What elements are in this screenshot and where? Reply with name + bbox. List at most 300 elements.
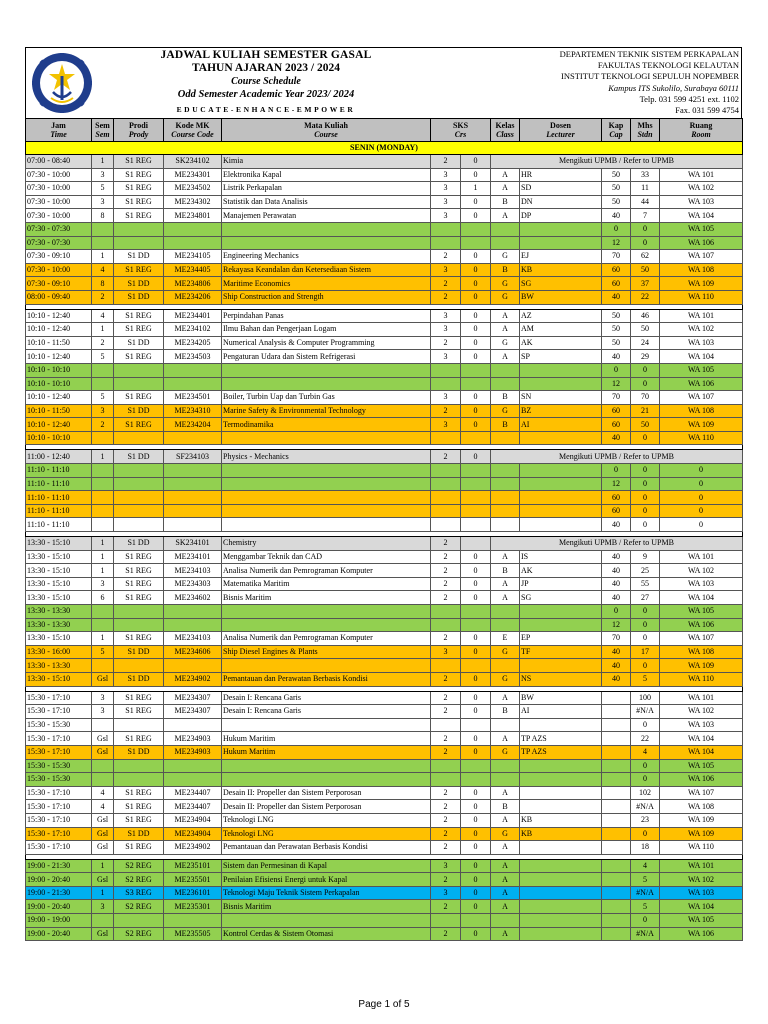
cell-code: ME234206: [164, 290, 222, 304]
cell-sks: 2: [431, 404, 461, 418]
table-row: [26, 718, 743, 732]
cell-students: 0: [631, 431, 660, 445]
cell-code: [164, 431, 222, 445]
cell-sem: 5: [92, 182, 114, 196]
cell-sem: 1: [92, 450, 114, 464]
cell-course: Boiler, Turbin Uap dan Turbin Gas: [222, 391, 431, 405]
cell-capacity: 50: [602, 323, 631, 337]
cell-sks: [431, 605, 461, 619]
cell-time: 07:30 - 10:00: [26, 168, 92, 182]
cell-course: Desain I: Rencana Garis: [222, 691, 431, 705]
cell-sks-practice: 0: [461, 591, 491, 605]
cell-lecturer: [520, 859, 602, 873]
cell-room: WA 110: [660, 290, 743, 304]
cell-capacity: 40: [602, 431, 631, 445]
col-sks: SKS Crs: [431, 119, 491, 142]
cell-prodi: S1 REG: [114, 691, 164, 705]
cell-lecturer: AK: [520, 336, 602, 350]
cell-code: [164, 477, 222, 491]
cell-sem: [92, 222, 114, 236]
cell-prodi: S1 DD: [114, 404, 164, 418]
cell-prodi: [114, 605, 164, 619]
cell-course: Hukum Maritim: [222, 732, 431, 746]
cell-class: G: [491, 404, 520, 418]
cell-code: SK234102: [164, 155, 222, 169]
day-row: [26, 142, 743, 155]
cell-course: Pemantauan dan Perawatan Berbasis Kondisi: [222, 672, 431, 686]
cell-students: 0: [631, 759, 660, 773]
cell-code: ME234503: [164, 350, 222, 364]
cell-sem: 2: [92, 418, 114, 432]
cell-sks: 3: [431, 391, 461, 405]
cell-course: Matematika Maritim: [222, 577, 431, 591]
cell-time: 13:30 - 13:30: [26, 618, 92, 632]
cell-sks-practice: 0: [461, 672, 491, 686]
cell-students: 27: [631, 591, 660, 605]
cell-room: WA 107: [660, 632, 743, 646]
cell-code: [164, 659, 222, 673]
cell-room: WA 109: [660, 659, 743, 673]
table-row: [26, 263, 743, 277]
table-row: [26, 813, 743, 827]
table-row: [26, 691, 743, 705]
table-row: [26, 464, 743, 478]
cell-code: ME234102: [164, 323, 222, 337]
cell-capacity: 40: [602, 659, 631, 673]
cell-sks: [431, 718, 461, 732]
cell-sks: 3: [431, 182, 461, 196]
cell-sks-practice: 0: [461, 645, 491, 659]
table-row: [26, 873, 743, 887]
cell-lecturer: [520, 464, 602, 478]
cell-room: WA 106: [660, 236, 743, 250]
schedule-title: JADWAL KULIAH SEMESTER GASAL: [160, 49, 372, 61]
cell-time: 13:30 - 15:10: [26, 672, 92, 686]
cell-class: B: [491, 705, 520, 719]
cell-class: [491, 773, 520, 787]
cell-lecturer: [520, 659, 602, 673]
cell-students: 0: [631, 236, 660, 250]
cell-room: WA 109: [660, 277, 743, 291]
table-row: [26, 886, 743, 900]
cell-room: 0: [660, 518, 743, 532]
table-row: [26, 450, 743, 464]
cell-capacity: [602, 732, 631, 746]
cell-students: 4: [631, 745, 660, 759]
cell-lecturer: [520, 927, 602, 941]
cell-sem: 3: [92, 168, 114, 182]
cell-room: WA 101: [660, 859, 743, 873]
cell-class: G: [491, 290, 520, 304]
cell-sks-practice: 0: [461, 691, 491, 705]
cell-students: 21: [631, 404, 660, 418]
cell-class: B: [491, 391, 520, 405]
cell-sem: 5: [92, 391, 114, 405]
schedule-body: [26, 142, 743, 941]
cell-code: ME234302: [164, 195, 222, 209]
cell-sks: [431, 773, 461, 787]
cell-prodi: S2 REG: [114, 873, 164, 887]
cell-course: Chemistry: [222, 537, 431, 551]
cell-prodi: S1 REG: [114, 841, 164, 855]
cell-sks-practice: 0: [461, 168, 491, 182]
cell-students: 9: [631, 550, 660, 564]
cell-capacity: 0: [602, 605, 631, 619]
cell-prodi: S1 DD: [114, 290, 164, 304]
cell-sem: Gsl: [92, 672, 114, 686]
cell-sem: 4: [92, 800, 114, 814]
cell-sks: 2: [431, 632, 461, 646]
cell-sem: 4: [92, 263, 114, 277]
cell-time: 15:30 - 17:10: [26, 732, 92, 746]
cell-lecturer: [520, 759, 602, 773]
cell-course: Desain II: Propeller dan Sistem Perporosan: [222, 800, 431, 814]
cell-sks: 3: [431, 886, 461, 900]
cell-class: A: [491, 323, 520, 337]
cell-class: [491, 618, 520, 632]
cell-class: A: [491, 900, 520, 914]
cell-sks-practice: 0: [461, 155, 491, 169]
table-row: [26, 927, 743, 941]
cell-sks-practice: [461, 491, 491, 505]
cell-students: 50: [631, 263, 660, 277]
cell-students: 0: [631, 222, 660, 236]
cell-class: A: [491, 841, 520, 855]
cell-students: 0: [631, 632, 660, 646]
cell-students: 18: [631, 841, 660, 855]
cell-lecturer: HR: [520, 168, 602, 182]
cell-prodi: [114, 659, 164, 673]
cell-sem: 1: [92, 323, 114, 337]
cell-sks: 2: [431, 450, 461, 464]
cell-capacity: [602, 873, 631, 887]
cell-sem: 5: [92, 350, 114, 364]
cell-prodi: S2 REG: [114, 927, 164, 941]
cell-time: 07:30 - 10:00: [26, 263, 92, 277]
department-name: DEPARTEMEN TEKNIK SISTEM PERKAPALAN: [559, 49, 739, 59]
cell-capacity: 40: [602, 564, 631, 578]
cell-sks-practice: [461, 363, 491, 377]
cell-room: WA 101: [660, 168, 743, 182]
cell-sks-practice: [461, 377, 491, 391]
cell-lecturer: KB: [520, 813, 602, 827]
col-jam: Jam Time: [26, 119, 92, 142]
cell-lecturer: SN: [520, 391, 602, 405]
cell-prodi: S1 REG: [114, 800, 164, 814]
cell-room: WA 106: [660, 377, 743, 391]
cell-capacity: [602, 718, 631, 732]
cell-class: [491, 431, 520, 445]
cell-lecturer: [520, 618, 602, 632]
cell-prodi: S1 REG: [114, 182, 164, 196]
cell-time: 13:30 - 15:10: [26, 550, 92, 564]
table-row: [26, 209, 743, 223]
cell-sem: [92, 773, 114, 787]
cell-course: Bisnis Maritim: [222, 900, 431, 914]
table-row: [26, 431, 743, 445]
cell-time: 13:30 - 15:10: [26, 591, 92, 605]
cell-code: ME234903: [164, 732, 222, 746]
cell-sks: 3: [431, 350, 461, 364]
cell-room: WA 104: [660, 209, 743, 223]
cell-sks: 2: [431, 800, 461, 814]
cell-time: 13:30 - 16:00: [26, 645, 92, 659]
cell-time: 11:00 - 12:40: [26, 450, 92, 464]
cell-students: 23: [631, 813, 660, 827]
cell-time: 07:30 - 09:10: [26, 277, 92, 291]
cell-course: Rekayasa Keandalan dan Ketersediaan Sistem: [222, 263, 431, 277]
cell-time: 11:10 - 11:10: [26, 491, 92, 505]
table-header-row: [26, 119, 743, 142]
cell-sks-practice: 0: [461, 195, 491, 209]
cell-sks-practice: [461, 618, 491, 632]
table-row: [26, 418, 743, 432]
cell-prodi: S1 DD: [114, 827, 164, 841]
cell-course: [222, 477, 431, 491]
cell-capacity: 40: [602, 672, 631, 686]
cell-students: 33: [631, 168, 660, 182]
cell-sks: [431, 518, 461, 532]
cell-sem: 3: [92, 900, 114, 914]
schedule-title-block: [146, 49, 386, 116]
cell-prodi: S1 DD: [114, 745, 164, 759]
cell-sem: [92, 236, 114, 250]
cell-sks-practice: 0: [461, 263, 491, 277]
cell-room: WA 104: [660, 732, 743, 746]
table-row: [26, 605, 743, 619]
cell-lecturer: SP: [520, 350, 602, 364]
schedule-title-en: Course Schedule: [231, 76, 301, 87]
cell-room: WA 103: [660, 718, 743, 732]
table-row: [26, 537, 743, 551]
cell-lecturer: [520, 841, 602, 855]
cell-course: [222, 431, 431, 445]
cell-prodi: S3 REG: [114, 886, 164, 900]
cell-code: [164, 464, 222, 478]
table-row: [26, 914, 743, 928]
cell-sks: 3: [431, 309, 461, 323]
table-row: [26, 377, 743, 391]
cell-students: 37: [631, 277, 660, 291]
cell-sks-practice: 0: [461, 450, 491, 464]
cell-lecturer: [520, 900, 602, 914]
cell-prodi: [114, 363, 164, 377]
cell-sks-practice: [461, 222, 491, 236]
cell-course: [222, 363, 431, 377]
cell-sks: [431, 377, 461, 391]
cell-lecturer: KB: [520, 263, 602, 277]
table-row: [26, 391, 743, 405]
cell-time: 08:00 - 09:40: [26, 290, 92, 304]
cell-class: A: [491, 927, 520, 941]
cell-room: WA 102: [660, 705, 743, 719]
cell-room: WA 104: [660, 350, 743, 364]
cell-code: ME234405: [164, 263, 222, 277]
cell-sks: [431, 222, 461, 236]
cell-sem: 1: [92, 886, 114, 900]
cell-sem: [92, 491, 114, 505]
cell-sks: 2: [431, 900, 461, 914]
academic-year: TAHUN AJARAN 2023 / 2024: [191, 62, 340, 74]
cell-prodi: [114, 759, 164, 773]
cell-code: ME234902: [164, 672, 222, 686]
cell-sks-practice: 0: [461, 418, 491, 432]
cell-time: 15:30 - 15:30: [26, 773, 92, 787]
cell-lecturer: SG: [520, 277, 602, 291]
cell-prodi: S1 DD: [114, 277, 164, 291]
cell-time: 15:30 - 17:10: [26, 827, 92, 841]
cell-lecturer: BW: [520, 691, 602, 705]
cell-code: ME234307: [164, 691, 222, 705]
cell-sks: 2: [431, 591, 461, 605]
cell-code: ME234205: [164, 336, 222, 350]
cell-capacity: 40: [602, 290, 631, 304]
table-row: [26, 182, 743, 196]
cell-sks: [431, 431, 461, 445]
cell-class: B: [491, 263, 520, 277]
table-row: [26, 504, 743, 518]
cell-sks: [431, 914, 461, 928]
cell-course: Listrik Perkapalan: [222, 182, 431, 196]
cell-sks-practice: 0: [461, 391, 491, 405]
cell-lecturer: [520, 800, 602, 814]
cell-class: B: [491, 800, 520, 814]
cell-time: 07:30 - 10:00: [26, 209, 92, 223]
cell-capacity: 40: [602, 518, 631, 532]
cell-room: WA 105: [660, 759, 743, 773]
cell-code: ME234904: [164, 827, 222, 841]
cell-sem: 4: [92, 786, 114, 800]
cell-class: A: [491, 182, 520, 196]
cell-class: A: [491, 550, 520, 564]
cell-sks: 3: [431, 195, 461, 209]
cell-capacity: [602, 841, 631, 855]
cell-capacity: [602, 786, 631, 800]
cell-time: 19:00 - 20:40: [26, 900, 92, 914]
cell-capacity: [602, 800, 631, 814]
cell-code: [164, 504, 222, 518]
cell-students: 0: [631, 718, 660, 732]
cell-sem: 1: [92, 550, 114, 564]
cell-students: 0: [631, 518, 660, 532]
cell-sem: [92, 914, 114, 928]
cell-time: 13:30 - 15:10: [26, 577, 92, 591]
cell-sks-practice: [461, 537, 491, 551]
cell-students: 46: [631, 309, 660, 323]
cell-capacity: [602, 773, 631, 787]
cell-code: ME234502: [164, 182, 222, 196]
cell-capacity: 60: [602, 418, 631, 432]
cell-lecturer: DN: [520, 195, 602, 209]
cell-course: [222, 605, 431, 619]
cell-sks: 2: [431, 550, 461, 564]
cell-prodi: [114, 377, 164, 391]
fax: Fax. 031 599 4754: [675, 105, 739, 116]
academic-year-en: Odd Semester Academic Year 2023/ 2024: [177, 89, 355, 100]
cell-sks-practice: 0: [461, 745, 491, 759]
cell-sks-practice: 0: [461, 859, 491, 873]
cell-code: ME234103: [164, 632, 222, 646]
cell-capacity: [602, 705, 631, 719]
cell-students: 55: [631, 577, 660, 591]
cell-sem: 1: [92, 155, 114, 169]
cell-course: [222, 236, 431, 250]
its-logo-icon: [31, 52, 93, 114]
cell-sks: 2: [431, 841, 461, 855]
table-row: [26, 404, 743, 418]
cell-capacity: [602, 745, 631, 759]
cell-prodi: [114, 464, 164, 478]
cell-course: [222, 518, 431, 532]
cell-code: SK234101: [164, 537, 222, 551]
institute-name: INSTITUT TEKNOLOGI SEPULUH NOPEMBER: [561, 71, 739, 82]
cell-code: [164, 222, 222, 236]
cell-students: #N/A: [631, 800, 660, 814]
cell-room: WA 103: [660, 577, 743, 591]
cell-sem: 8: [92, 277, 114, 291]
cell-code: ME234310: [164, 404, 222, 418]
col-ruang: Ruang Room: [660, 119, 743, 142]
cell-sks-practice: 0: [461, 841, 491, 855]
cell-code: ME235301: [164, 900, 222, 914]
cell-prodi: S1 REG: [114, 632, 164, 646]
cell-time: 10:10 - 10:10: [26, 377, 92, 391]
cell-lecturer: [520, 377, 602, 391]
cell-sks-practice: 0: [461, 900, 491, 914]
cell-time: 19:00 - 21:30: [26, 859, 92, 873]
cell-sks-practice: 0: [461, 550, 491, 564]
cell-sks-practice: 0: [461, 873, 491, 887]
cell-course: [222, 491, 431, 505]
cell-capacity: [602, 859, 631, 873]
cell-time: 13:30 - 13:30: [26, 659, 92, 673]
cell-sks: 2: [431, 537, 461, 551]
cell-sks: 3: [431, 418, 461, 432]
cell-students: 0: [631, 773, 660, 787]
cell-class: [491, 363, 520, 377]
cell-prodi: [114, 491, 164, 505]
cell-class: [491, 464, 520, 478]
faculty-name: FAKULTAS TEKNOLOGI KELAUTAN: [597, 60, 739, 71]
cell-sks-practice: 0: [461, 813, 491, 827]
cell-time: 15:30 - 17:10: [26, 841, 92, 855]
cell-class: [491, 222, 520, 236]
cell-code: ME236101: [164, 886, 222, 900]
cell-capacity: 70: [602, 632, 631, 646]
table-row: [26, 645, 743, 659]
cell-capacity: 60: [602, 491, 631, 505]
cell-capacity: [602, 886, 631, 900]
table-row: [26, 900, 743, 914]
cell-capacity: 50: [602, 336, 631, 350]
table-row: [26, 323, 743, 337]
cell-course: [222, 914, 431, 928]
cell-code: [164, 518, 222, 532]
cell-time: 10:10 - 12:40: [26, 350, 92, 364]
cell-sem: Gsl: [92, 745, 114, 759]
cell-room: 0: [660, 491, 743, 505]
cell-time: 13:30 - 15:10: [26, 564, 92, 578]
cell-sks-practice: [461, 718, 491, 732]
cell-time: 15:30 - 17:10: [26, 691, 92, 705]
cell-time: 10:10 - 12:40: [26, 418, 92, 432]
cell-room: WA 105: [660, 222, 743, 236]
cell-sks: 2: [431, 827, 461, 841]
cell-room: WA 108: [660, 800, 743, 814]
cell-prodi: S1 DD: [114, 672, 164, 686]
cell-students: 0: [631, 618, 660, 632]
cell-sks: [431, 659, 461, 673]
